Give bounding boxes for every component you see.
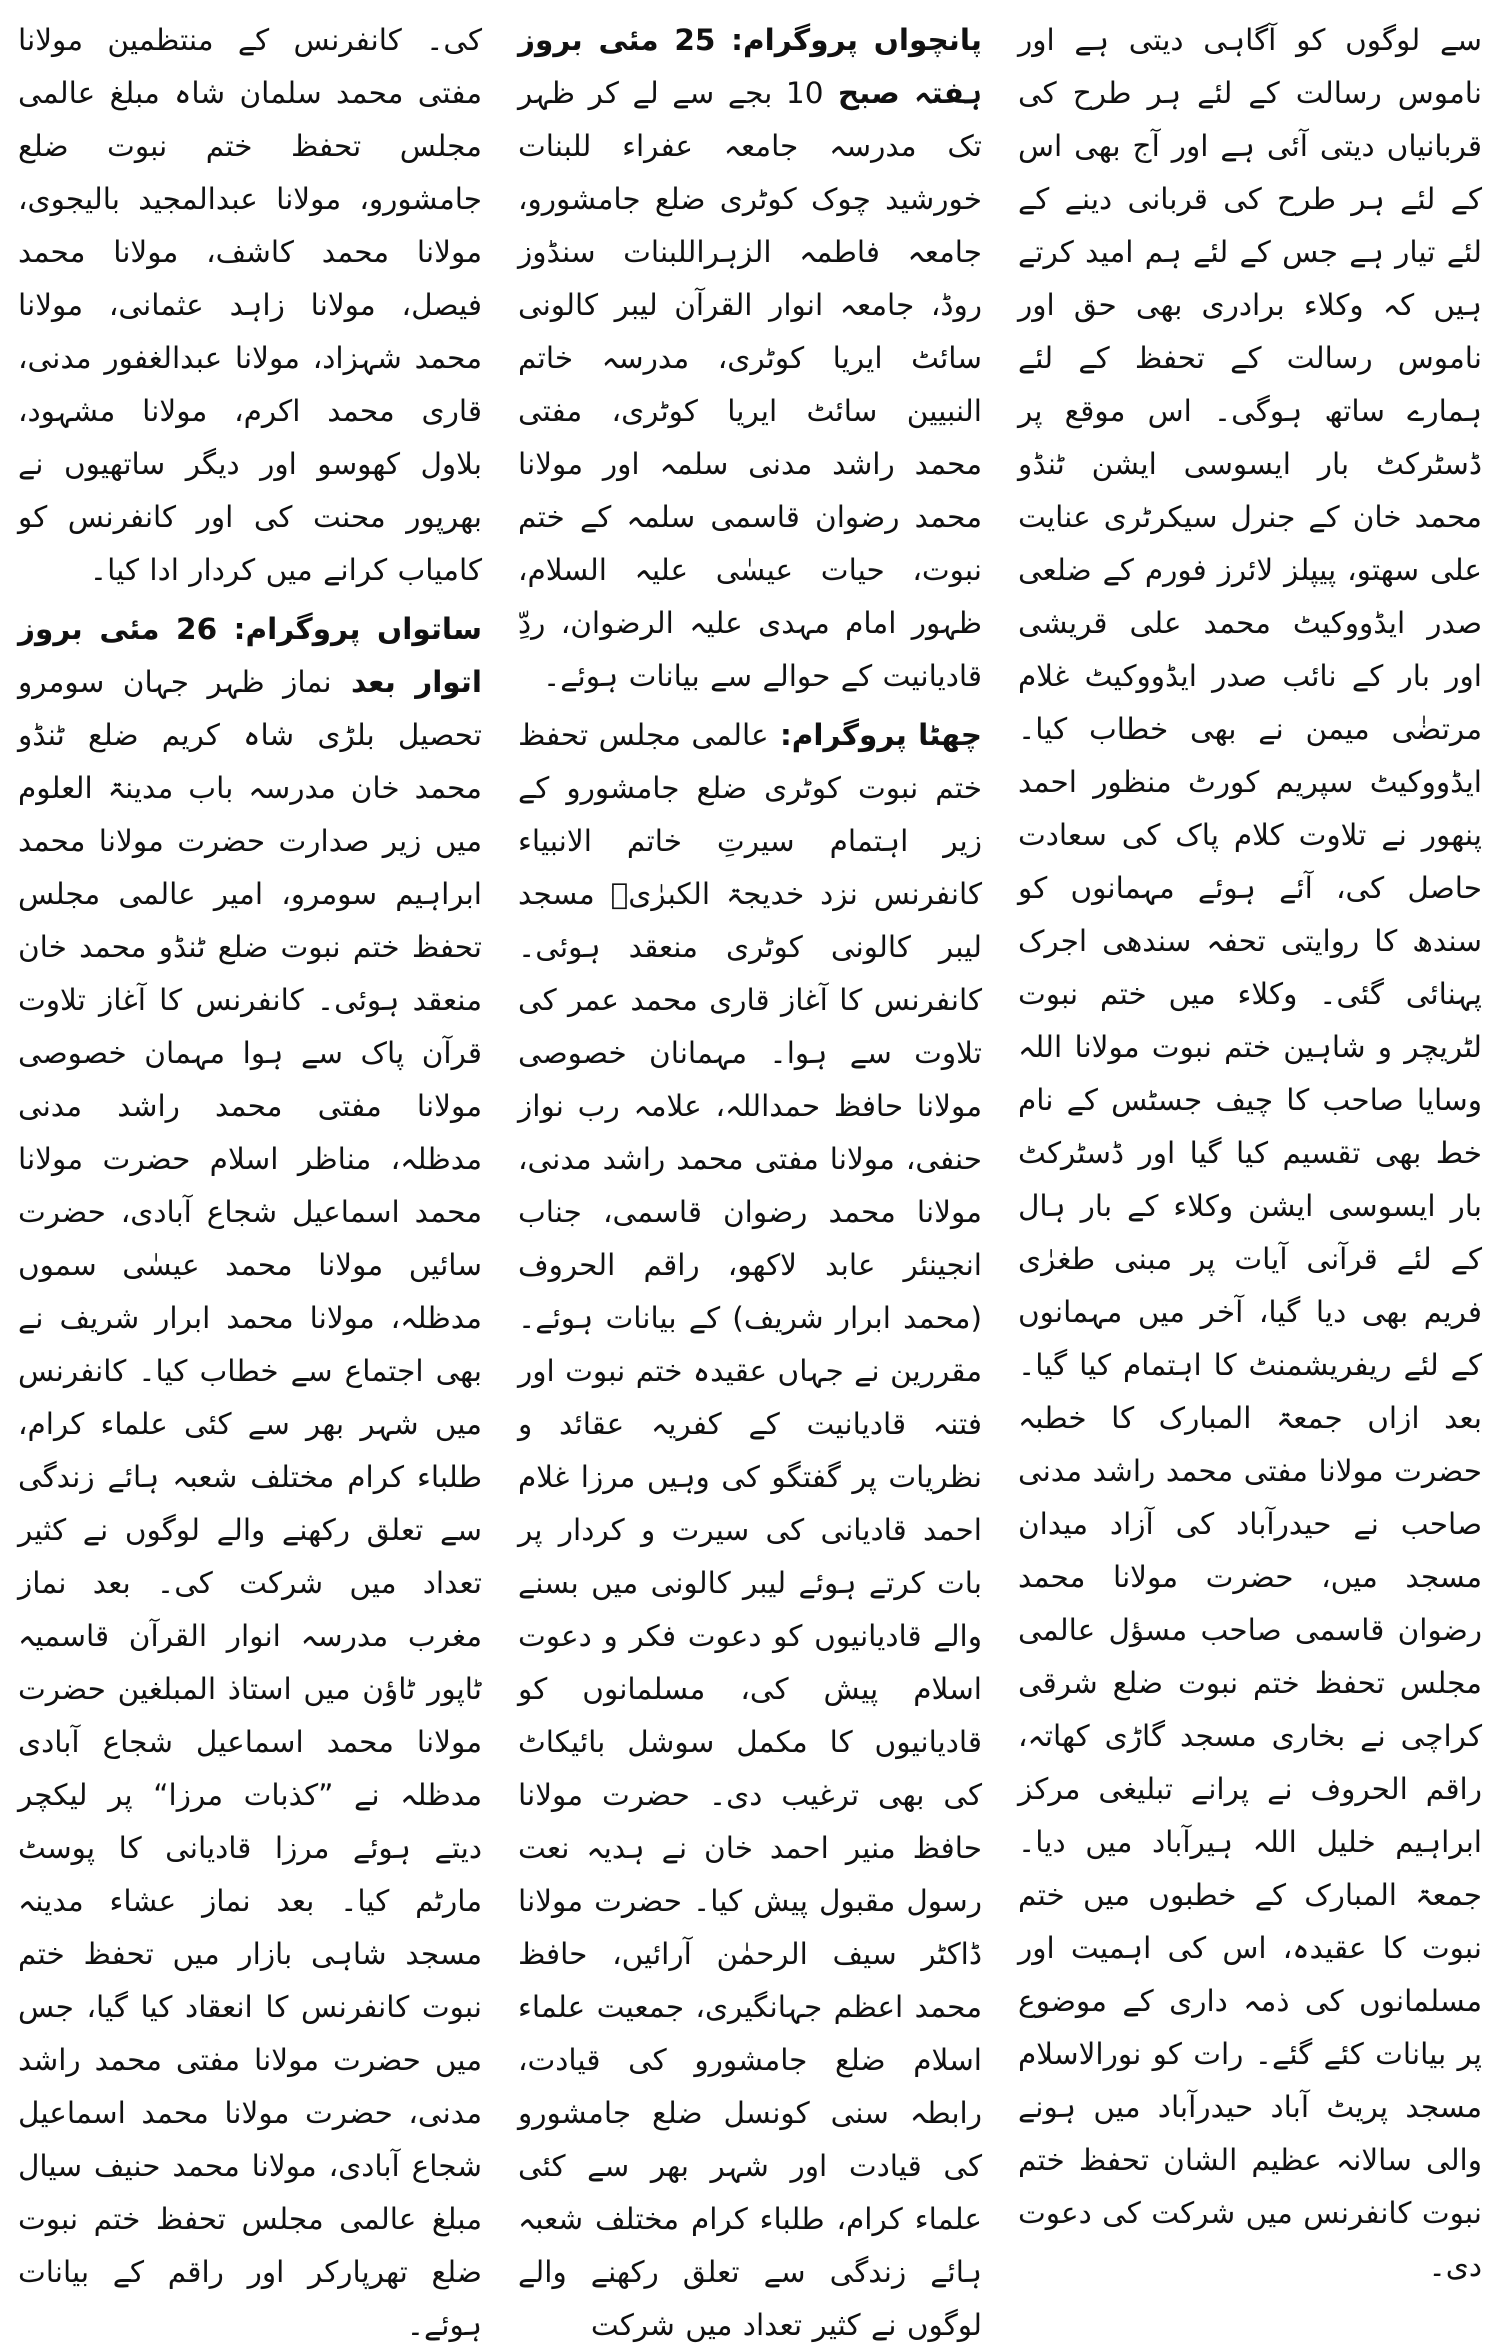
article-paragraph [1018,14,1482,2293]
article-paragraph [518,709,982,2352]
paragraph-text: کی۔ کانفرنس کے منتظمین مولانا مفتی محمد سلمان شاہ مبلغ عالمی مجلس تحفظ ختم نبوت ضلع جامشورو، مولانا عبدالمجید بالیجوی، مولانا محمد کاشف، مولانا محمد فیصل، مولانا زاہد عثمانی، مولانا محمد شہزاد، مولانا عبدالغفور مدنی، قاری محمد اکرم، مولانا مشہود، بلاول کھوسو اور دیگر ساتھیوں نے بھرپور محنت کی اور کانفرنس کو کامیاب کرانے میں کردار ادا کیا۔ [18,23,482,587]
paragraph-text: 10 بجے سے لے کر ظہر تک مدرسہ جامعہ عفراء للبنات خورشید چوک کوٹری ضلع جامشورو، جامعہ فاطمہ الزہراللبنات سنڈوز روڈ، جامعہ انوار القرآن لیبر کالونی سائٹ ایریا کوٹری، مدرسہ خاتم النبیین سائٹ ایریا کوٹری، مفتی محمد راشد مدنی سلمہ اور مولانا محمد رضوان قاسمی سلمہ کے ختم نبوت، حیات عیسٰی علیہ السلام، ظہور امام مہدی علیہ الرضوان، ردِّ قادیانیت کے حوالے سے بیانات ہوئے۔ [518,76,982,693]
program-heading-7: ساتواں پروگرام: 26 مئی بروز اتوار بعد [18,612,482,699]
paragraph-text: عالمی مجلس تحفظ ختم نبوت کوٹری ضلع جامشورو کے زیر اہتمام سیرتِ خاتم الانبیاء کانفرنس نزد خدیجۃ الکبرٰیؓ مسجد لیبر کالونی کوٹری منعقد ہوئی۔ کانفرنس کا آغاز قاری محمد عمر کی تلاوت سے ہوا۔ مہمانان خصوصی مولانا حافظ حمداللہ، علامہ رب نواز حنفی، مولانا مفتی محمد راشد مدنی، مولانا محمد رضوان قاسمی، جناب انجینئر عابد لاکھو، راقم الحروف (محمد ابرار شریف) کے بیانات ہوئے۔ مقررین نے جہاں عقیدہ ختم نبوت اور فتنہ قادیانیت کے کفریہ عقائد و نظریات پر گفتگو کی وہیں مرزا غلام احمد قادیانی کی سیرت و کردار پر بات کرتے ہوئے لیبر کالونی میں بسنے والے قادیانیوں کو دعوت فکر و دعوت اسلام پیش کی، مسلمانوں کو قادیانیوں کا مکمل سوشل بائیکاٹ کی بھی ترغیب دی۔ حضرت مولانا حافظ منیر احمد خان نے ہدیہ نعت رسول مقبول پیش کیا۔ حضرت مولانا ڈاکٹر سیف الرحمٰن آرائیں، حافظ محمد اعظم جہانگیری، جمعیت علماء اسلام ضلع جامشورو کی قیادت، رابطہ سنی کونسل ضلع جامشورو کی قیادت اور شہر بھر سے کئی علماء کرام، طلباء کرام مختلف شعبہ ہائے زندگی سے تعلق رکھنے والے لوگوں نے کثیر تعداد میں شرکت [518,718,982,2342]
program-heading-5: پانچواں پروگرام: 25 مئی بروز ہفتہ صبح [518,23,983,110]
article-paragraph [18,14,482,597]
paragraph-text: سے لوگوں کو آگاہی دیتی ہے اور ناموس رسالت کے لئے ہر طرح کی قربانیاں دیتی آئی ہے اور آج بھی اس کے لئے ہر طرح کی قربانی دینے کے لئے تیار ہے جس کے لئے ہم امید کرتے ہیں کہ وکلاء برادری بھی حق اور ناموس رسالت کے تحفظ کے لئے ہمارے ساتھ ہوگی۔ اس موقع پر ڈسٹرکٹ بار ایسوسی ایشن ٹنڈو محمد خان کے جنرل سیکرٹری عنایت علی سھتو، پیپلز لائرز فورم کے ضلعی صدر ایڈووکیٹ محمد علی قریشی اور بار کے نائب صدر ایڈووکیٹ غلام مرتضٰی میمن نے بھی خطاب کیا۔ ایڈووکیٹ سپریم کورٹ منظور احمد پنھور نے تلاوت کلام پاک کی سعادت حاصل کی، آئے ہوئے مہمانوں کو سندھ کا روایتی تحفہ سندھی اجرک پہنائی گئی۔ وکلاء میں ختم نبوت لٹریچر و شاہین ختم نبوت مولانا اللہ وسایا صاحب کا چیف جسٹس کے نام خط بھی تقسیم کیا گیا اور ڈسٹرکٹ بار ایسوسی ایشن وکلاء کے بار ہال کے لئے قرآنی آیات پر مبنی طغرٰی فریم بھی دیا گیا، آخر میں مہمانوں کے لئے ریفریشمنٹ کا اہتمام کیا گیا۔ بعد ازاں جمعۃ المبارک کا خطبہ حضرت مولانا مفتی محمد راشد مدنی صاحب نے حیدرآباد کی آزاد میدان مسجد میں، حضرت مولانا محمد رضوان قاسمی صاحب مسؤل عالمی مجلس تحفظ ختم نبوت ضلع شرقی کراچی نے بخاری مسجد گاڑی کھاتہ، راقم الحروف نے پرانے تبلیغی مرکز ابراہیم خلیل اللہ ہیرآباد میں دیا۔ جمعۃ المبارک کے خطبوں میں ختم نبوت کا عقیدہ، اس کی اہمیت اور مسلمانوں کی ذمہ داری کے موضوع پر بیانات کئے گئے۔ رات کو نورالاسلام مسجد پریٹ آباد حیدرآباد میں ہونے والی سالانہ عظیم الشان تحفظ ختم نبوت کانفرنس میں شرکت کی دعوت دی۔ [1018,23,1482,2283]
article-paragraph [518,14,982,703]
column-left [18,14,482,2342]
newspaper-page [18,14,1482,2342]
paragraph-text: نماز ظہر جہان سومرو تحصیل بلڑی شاہ کریم ضلع ٹنڈو محمد خان مدرسہ باب مدینۃ العلوم میں زیر صدارت حضرت مولانا محمد ابراہیم سومرو، امیر عالمی مجلس تحفظ ختم نبوت ضلع ٹنڈو محمد خان منعقد ہوئی۔ کانفرنس کا آغاز تلاوت قرآن پاک سے ہوا مہمان خصوصی مولانا مفتی محمد راشد مدنی مدظلہ، مناظر اسلام حضرت مولانا محمد اسماعیل شجاع آبادی، حضرت سائیں مولانا محمد عیسٰی سموں مدظلہ، مولانا محمد ابرار شریف نے بھی اجتماع سے خطاب کیا۔ کانفرنس میں شہر بھر سے کئی علماء کرام، طلباء کرام مختلف شعبہ ہائے زندگی سے تعلق رکھنے والے لوگوں نے کثیر تعداد میں شرکت کی۔ بعد نماز مغرب مدرسہ انوار القرآن قاسمیہ ٹاپور ٹاؤن میں استاذ المبلغین حضرت مولانا محمد اسماعیل شجاع آبادی مدظلہ نے ”کذبات مرزا“ پر لیکچر دیتے ہوئے مرزا قادیانی کا پوسٹ مارٹم کیا۔ بعد نماز عشاء مدینہ مسجد شاہی بازار میں تحفظ ختم نبوت کانفرنس کا انعقاد کیا گیا، جس میں حضرت مولانا مفتی محمد راشد مدنی، حضرت مولانا محمد اسماعیل شجاع آبادی، مولانا محمد حنیف سیال مبلغ عالمی مجلس تحفظ ختم نبوت ضلع تھرپارکر اور راقم کے بیانات ہوئے۔ [18,665,482,2342]
article-paragraph [18,603,482,2352]
program-heading-6: چھٹا پروگرام: [768,718,983,752]
column-middle [518,14,983,2342]
column-right [1018,14,1482,2283]
